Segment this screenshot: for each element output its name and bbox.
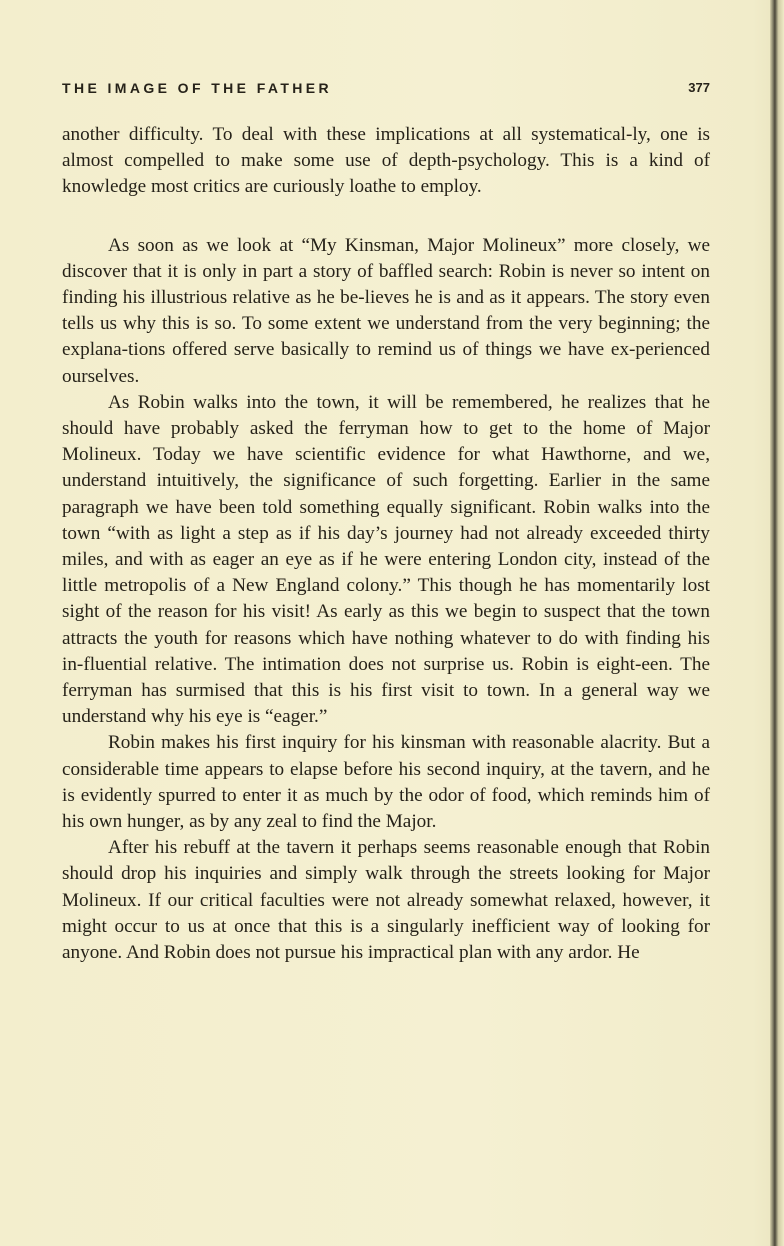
paragraph: Robin makes his first inquiry for his kinsman with reasonable alacrity. But a considerable time appears to elapse before his second inquiry, at the tavern, and he is evidently spurred to enter it as much by the odor of food, which reminds him of his own hunger, as by any zeal to find the Major. — [62, 732, 710, 833]
body-text — [62, 122, 710, 966]
paragraph: another difficulty. To deal with these implications at all systematical-ly, one is almost compelled to make some use of depth-psychology. This is a kind of knowledge most critics are curiously loathe to employ. — [62, 124, 710, 198]
page-edge-shadow — [770, 0, 784, 1246]
page-header — [62, 80, 710, 100]
paragraph: After his rebuff at the tavern it perhaps seems reasonable enough that Robin should drop his inquiries and simply walk through the streets looking for Major Molineux. If our critical faculties were not already somewhat relaxed, however, it might occur to us at once that this is a singularly inefficient way of looking for anyone. And Robin does not pursue his impractical plan with any ardor. He — [62, 837, 710, 964]
paragraph: As soon as we look at “My Kinsman, Major Molineux” more closely, we discover that it is only in part a story of baffled search: Robin is never so intent on finding his illustrious relative as he be-lieves he is and as it appears. The story even tells us why this is so. To some extent we understand from the very beginning; the explana-tions offered serve basically to remind us of things we have ex-perienced ourselves. — [62, 234, 710, 387]
paragraph: As Robin walks into the town, it will be remembered, he realizes that he should have probably asked the ferryman how to get to the home of Major Molineux. Today we have scientific evidence for what Hawthorne, and we, understand intuitively, the significance of such forgetting. Earlier in the same paragraph we have been told something equally significant. Robin walks into the town “with as light a step as if his day’s journey had not already exceeded thirty miles, and with as eager an eye as if he were entering London city, instead of the little metropolis of a New England colony.” This though he has momentarily lost sight of the reason for his visit! As early as this we begin to suspect that the town attracts the youth for reasons which have nothing whatever to do with finding his in-fluential relative. The intimation does not surprise us. Robin is eight-een. The ferryman has surmised that this is his first visit to town. In a general way we understand why his eye is “eager.” — [62, 391, 710, 728]
running-head: THE IMAGE OF THE FATHER — [62, 80, 333, 96]
page-number: 377 — [688, 80, 710, 95]
